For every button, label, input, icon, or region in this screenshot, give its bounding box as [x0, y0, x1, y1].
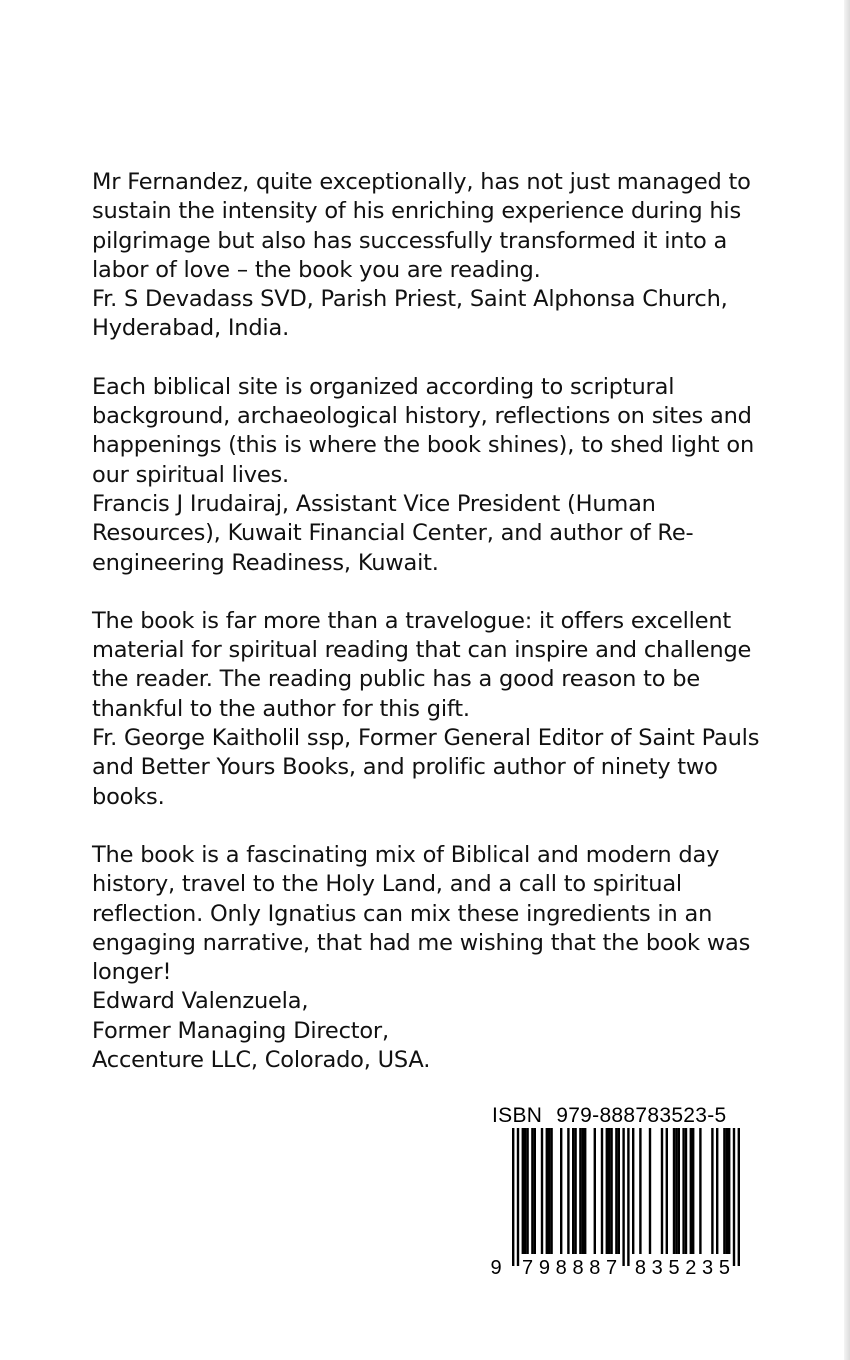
- barcode-bar: [534, 1128, 536, 1254]
- barcode-digit-right: 5: [668, 1257, 680, 1276]
- barcode-bar: [685, 1128, 687, 1254]
- barcode-digit-right: 3: [651, 1257, 663, 1276]
- blurb-attribution-line-1: Edward Valenzuela,: [92, 988, 309, 1015]
- barcode-bar: [661, 1128, 663, 1254]
- blurb-4: [92, 841, 772, 1075]
- barcode-digit-left: 8: [589, 1257, 601, 1276]
- isbn-label: [492, 1104, 727, 1128]
- barcode-bar: [579, 1128, 581, 1254]
- barcode-bar: [666, 1128, 668, 1254]
- barcode-bar: [692, 1128, 694, 1254]
- barcode-bar: [560, 1128, 562, 1254]
- blurb-quote: Mr Fernandez, quite exceptionally, has not just managed to sustain the intensity of his enriching experience during his pilgrimage but also has successfully transformed it into a labor of love – the book you are reading.: [92, 169, 751, 283]
- barcode-guard-bar: [512, 1128, 514, 1266]
- page-edge-shadow: [844, 0, 850, 1360]
- isbn-barcode: [488, 1104, 754, 1276]
- barcode-bar: [546, 1128, 548, 1254]
- barcode-bar: [682, 1128, 684, 1254]
- barcode-bar: [524, 1128, 526, 1254]
- blurb-attribution-line-2: Former Managing Director,: [92, 1017, 389, 1044]
- barcode-digit-right: 8: [634, 1257, 646, 1276]
- barcode-bar: [531, 1128, 533, 1254]
- barcode-bar: [567, 1128, 569, 1254]
- blurb-quote: The book is a fascinating mix of Biblical and modern day history, travel to the Holy Land, and a call to spiritual reflection. Only Ignatius can mix these ingredients in an engaging narrative, that had me wishing that the book was longer!: [92, 841, 751, 986]
- barcode-bar: [526, 1128, 528, 1254]
- barcode-guard-bar: [627, 1128, 629, 1266]
- barcode-bar: [608, 1128, 610, 1254]
- isbn-word: ISBN: [492, 1104, 543, 1127]
- barcode-bar: [582, 1128, 584, 1254]
- barcode-digit-right: 2: [685, 1257, 697, 1276]
- barcode-bar: [675, 1128, 677, 1254]
- barcode-bar: [584, 1128, 586, 1254]
- blurb-attribution-line-3: Accenture LLC, Colorado, USA.: [92, 1047, 431, 1074]
- blurb-attribution: Francis J Irudairaj, Assistant Vice President (Human Resources), Kuwait Financial Center, and author of Re-engineering Readiness, Kuwait.: [92, 490, 694, 576]
- barcode-bar: [615, 1128, 617, 1254]
- barcode-bar: [716, 1128, 718, 1254]
- barcode-guard-bar: [517, 1128, 519, 1266]
- barcode-digit-left: 8: [555, 1257, 567, 1276]
- barcode-bar: [548, 1128, 550, 1254]
- barcode-bar: [699, 1128, 701, 1254]
- barcode-bar: [728, 1128, 730, 1254]
- barcode-bar: [673, 1128, 675, 1254]
- blurbs-section: [92, 168, 772, 1104]
- barcode-bar: [541, 1128, 543, 1254]
- barcode-bar: [632, 1128, 634, 1254]
- barcode-guard-bar: [738, 1128, 740, 1266]
- barcode-digit-right: 5: [718, 1257, 730, 1276]
- barcode-bar: [550, 1128, 552, 1254]
- barcode-digits: [490, 1257, 730, 1276]
- barcode-bar: [572, 1128, 574, 1254]
- blurb-attribution: Fr. George Kaitholil ssp, Former General Editor of Saint Pauls and Better Yours Books, and prolific author of ninety two books.: [92, 725, 760, 810]
- barcode-digit-left: 9: [538, 1257, 550, 1276]
- barcode-digit-right: 3: [702, 1257, 714, 1276]
- blurb-attribution: Fr. S Devadass SVD, Parish Priest, Saint Alphonsa Church, Hyderabad, India.: [92, 286, 728, 342]
- blurb-3: [92, 607, 772, 812]
- barcode-digit-left: 7: [522, 1257, 534, 1276]
- barcode-digit-left: 8: [572, 1257, 584, 1276]
- barcode-bar: [601, 1128, 603, 1254]
- blurb-1: [92, 168, 772, 344]
- barcode-bar: [639, 1128, 641, 1254]
- barcode-bar: [574, 1128, 576, 1254]
- barcode-bar: [690, 1128, 692, 1254]
- barcode-bars: [512, 1128, 740, 1266]
- blurb-quote: The book is far more than a travelogue: it offers excellent material for spiritual reading that can inspire and challenge the reader. The reading public has a good reason to be thankful to the author for this gift.: [92, 607, 752, 722]
- barcode-guard-bar: [622, 1128, 624, 1266]
- barcode-bar: [711, 1128, 713, 1254]
- blurb-2: [92, 373, 772, 578]
- barcode-bar: [606, 1128, 608, 1254]
- barcode-bar: [618, 1128, 620, 1254]
- barcode-bar: [610, 1128, 612, 1254]
- barcode-bar: [723, 1128, 725, 1254]
- barcode-bar: [522, 1128, 524, 1254]
- barcode-image: [488, 1128, 754, 1276]
- barcode-bar: [594, 1128, 596, 1254]
- barcode-bar: [649, 1128, 651, 1254]
- blurb-quote: Each biblical site is organized according to scriptural background, archaeological history, reflections on sites and happenings (this is where the book shines), to shed light on our spiritual lives.: [92, 373, 755, 488]
- barcode-bar: [726, 1128, 728, 1254]
- barcode-digit-first: 9: [490, 1257, 502, 1276]
- barcode-bar: [678, 1128, 680, 1254]
- barcode-digit-left: 7: [606, 1257, 618, 1276]
- barcode-guard-bar: [733, 1128, 735, 1266]
- isbn-number: 979-888783523-5: [556, 1104, 727, 1127]
